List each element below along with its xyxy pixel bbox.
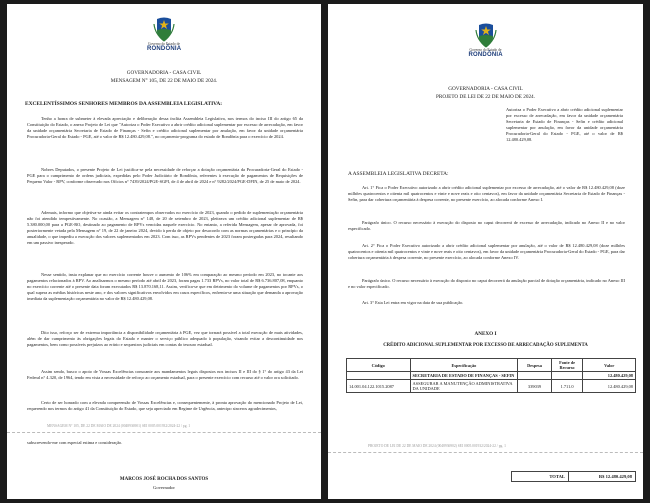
page-break bbox=[328, 452, 643, 453]
article-1: Art. 1° Fica o Poder Executivo autorizado a abrir crédito adicional suplementar por excesso de arrecadação, até o valor de R$ 12.480.429,08 (doze milhões quatrocentos e oitenta mil quatrocentos e vinte e nove reais e oito centavos), em favor da unidade orçamentária Secretaria de Estado de Finanças - Sefin, para dar cobertura orçamentária à despesa corrente, no presente exercício, ao alocada conforme Anexo I. bbox=[348, 185, 625, 203]
crest-caption: Governo do Estado de bbox=[147, 42, 181, 46]
annex-title: ANEXO I bbox=[474, 331, 497, 337]
total-value: R$ 12.480.429,08 bbox=[569, 472, 636, 482]
annex-table bbox=[346, 358, 636, 393]
paragraph-7: Certo de ser honrado com a elevada compreensão de Vossas Excelências e, consequentemente, à pronta aprovação do mencionado Projeto de Lei, requerendo nos termos do artigo 41 da Constituição do Estado, que seja apreciado em Regime de Urgência, antecipo sinceros agradecimentos, bbox=[27, 400, 303, 412]
agency-line: GOVERNADORIA - CASA CIVIL bbox=[126, 70, 202, 76]
page-break bbox=[7, 432, 321, 433]
col-header-despesa: Despesa bbox=[518, 359, 551, 372]
cell-spec: SECRETARIA DE ESTADO DE FINANÇAS - SEFIN bbox=[410, 372, 518, 380]
cell-despesa: 339039 bbox=[518, 380, 551, 393]
annex-subtitle: CRÉDITO ADICIONAL SUPLEMENTAR POR EXCESSO DE ARRECADAÇÃO SUPLEMENTA bbox=[383, 343, 588, 348]
cell-spec: ASSEGURAR A MANUTENÇÃO ADMINISTRATIVA DA UNIDADE bbox=[410, 380, 518, 393]
coat-of-arms bbox=[469, 22, 503, 58]
crest-state-name: RONDÔNIA bbox=[468, 52, 503, 59]
cell-valor: 12.480.429,08 bbox=[583, 380, 636, 393]
cell-despesa bbox=[518, 372, 551, 380]
article-1-paragraph: Parágrafo único. O recurso necessário à execução do disposto no caput decorrerá de excesso de arrecadação, indicado no Anexo II e no valor especificado. bbox=[348, 220, 625, 232]
bill-page bbox=[328, 4, 643, 499]
col-header-fonte: Fonte de Recurso bbox=[551, 359, 583, 372]
crest-state-name: RONDÔNIA bbox=[147, 46, 182, 53]
cell-code bbox=[347, 372, 411, 380]
cell-fonte: 1.711.0 bbox=[551, 380, 583, 393]
salutation: EXCELENTÍSSIMOS SENHORES MEMBROS DA ASSEMBLEIA LEGISLATIVA: bbox=[25, 101, 223, 107]
article-2: Art. 2° Fica o Poder Executivo autorizado a abrir crédito adicional suplementar por anulação, até o valor de R$ 12.480.429,08 (doze milhões quatrocentos e oitenta mil quatrocentos e vinte e nove reais e oito centavos), em favor da unidade orçamentária Procuradoria-Geral do Estado - PGE, para dar cobertura orçamentária à despesa corrente, no presente exercício, ao alocada conforme Anexo IV. bbox=[348, 243, 625, 261]
table-header-row bbox=[347, 359, 636, 372]
article-3: Art. 3° Esta Lei entra em vigor na data de sua publicação. bbox=[362, 300, 464, 305]
table-row bbox=[347, 372, 636, 380]
paragraph-5: Dito isso, reforço ser de extrema importância a disponibilidade orçamentária à PGE, vez que tornará possível a total execução de mais atividades, além de dar cumprimento às obrigações legais do Estado e manter o serviço público adequado à população, visando evitar a descontinuidade nos pagamentos, bem como possíveis prejuízos ao erário e sequestros judiciais em contas do tesouro estadual. bbox=[27, 330, 303, 348]
col-header-especificacao: Especificação bbox=[410, 359, 518, 372]
bill-summary: Autoriza o Poder Executivo a abrir crédito adicional suplementar por excesso de arrecadação, em favor da unidade orçamentária Secretaria de Estado de Finanças - Sefin e crédito adicional suplementar por anulação, em favor da unidade orçamentária Procuradoria-Geral do Estado - PGE, até o valor de R$ 12.480.429,08. bbox=[506, 107, 623, 143]
page-footer: MENSAGEM N° 105, DE 22 DE MAIO DE 2024 (0048936901) SEI 0005.001932/2024-22 / pg. 1 bbox=[47, 424, 191, 428]
col-header-codigo: Código bbox=[347, 359, 411, 372]
message-page bbox=[7, 4, 321, 499]
paragraph-3: Ademais, informo que objetiva-se ainda evitar os contratempos observados no exercício de 2023, quando o pedido de suplementação orçamentária não foi atendido tempestivamente. No ocasião, a Mensagem n° 148, de 20 de setembro de 2023, pleiteava um crédito adicional suplementar de R$ 5.380.000,00 para a PGE-RO, destinado ao pagamento de RPVs vencidas naquele exercício. No entanto, a referida Mensagem, apesar de aprovada, foi posteriormente vetada pela Mensagem n° 19, de 22 de janeiro 2024, devido à perda de objeto por desacordo com as normas orçamentárias e o princípio da anualidade, o que impediu a execução dos valores suplementados em 2023. Com isso, as RPVs pendentes de 2023 foram postergadas para 2024, resultando em um passivo inesperado. bbox=[27, 210, 303, 246]
total-row bbox=[512, 472, 636, 482]
page-footer: PROJETO DE LEI DE 22 DE MAIO DE 2024 (0048936902) SEI 0005.001932/2024-22 / pg. 1 bbox=[368, 444, 506, 448]
decree-heading: A ASSEMBLEIA LEGISLATIVA DECRETA: bbox=[348, 171, 449, 177]
bill-title: PROJETO DE LEI DE 22 DE MAIO DE 2024. bbox=[436, 94, 535, 100]
message-number: MENSAGEM N° 105, DE 22 DE MAIO DE 2024. bbox=[110, 78, 218, 84]
paragraph-6: Assim sendo, busco o apoio de Vossas Excelências consoante aos mandamentos legais dispostos nos incisos II e III do § 1° do artigo 43 da Lei Federal n° 4.320, de 1964, tendo em vista a necessidade de reforço ao orçamento estadual, para o presente exercício com recurso até o valor ora solicitado. bbox=[27, 369, 303, 381]
col-header-valor: Valor bbox=[583, 359, 636, 372]
signer-title: Governador bbox=[153, 485, 175, 490]
table-row bbox=[347, 380, 636, 393]
article-2-paragraph: Parágrafo único. O recurso necessário à execução do disposto no caput decorrerá da anulação parcial de dotação orçamentária, indicado no Anexo III e no valor especificado. bbox=[348, 278, 625, 290]
paragraph-1: Tenho a honra de submeter à elevada apreciação e deliberação dessa ínclita Assembleia Legislativa, nos termos do inciso III do artigo 65 da Constituição do Estado, o anexo Projeto de Lei que "Autoriza o Poder Executivo a abrir crédito adicional suplementar por excesso de arrecadação, em favor da unidade orçamentária Secretaria de Estado de Finanças - Sefin e crédito adicional suplementar por anulação, em favor da unidade orçamentária Procuradoria-Geral do Estado - PGE, até o valor de R$ 12.480.429,08.", no orçamento-programa do estado de Rondônia para o exercício de 2024. bbox=[27, 116, 303, 140]
agency-line: GOVERNADORIA - CASA CIVIL bbox=[448, 86, 523, 92]
cell-fonte bbox=[551, 372, 583, 380]
crest-caption: Governo do Estado de bbox=[469, 48, 502, 52]
paragraph-4: Nesse sentido, insta explanar que no exercício corrente houve o aumento de 106% em comparação ao mesmo período em 2023, no tocante aos pagamentos relacionados à RPV. Ao analisarmos o mesmo período até abril de 2023, foram pagas 1.733 RPVs, no valor total de R$ 6.736.807,08, enquanto no exercício corrente até o presente data foram executados R$ 13.870.168,11. Assim, verifica-se que em detrimento do volume de pagamentos por RPVs, o qual supera as médias históricas neste ano, e dos valores significativos envolvidos em casos específicos, enfrenta-se uma situação que demanda a aprovação imediata da suplementação orçamentária no valor de R$ 12.480.429,08. bbox=[27, 272, 303, 302]
total-label: TOTAL bbox=[512, 472, 569, 482]
closing-line: subscrevendo-me com especial estima e consideração. bbox=[27, 440, 123, 445]
rondonia-coat-of-arms-icon bbox=[153, 16, 175, 42]
cell-code: 14.001.04.122.1015.2087 bbox=[347, 380, 411, 393]
total-table bbox=[511, 471, 636, 482]
signer-name: MARCOS JOSÉ ROCHA DOS SANTOS bbox=[119, 477, 209, 482]
rondonia-coat-of-arms-icon bbox=[475, 22, 497, 48]
cell-valor: 12.480.429,08 bbox=[583, 372, 636, 380]
coat-of-arms bbox=[147, 16, 181, 52]
paragraph-2: Nobres Deputados, o presente Projeto de Lei justifica-se pela necessidade de reforçar a dotação orçamentária da Procuradoria-Geral do Estado - PGE para o cumprimento de ordens judiciais, expedidas pelo Poder Judiciário de Rondônia, referentes à execução de pagamentos de Requisições de Pequeno Valor - RPV, conforme observado nos Ofícios n° 7439/2024/PGE-SGPI, de 4 de abril de 2024 e n° 9282/2024/PGE-DFIN, de 25 de maio de 2024. bbox=[27, 167, 303, 185]
